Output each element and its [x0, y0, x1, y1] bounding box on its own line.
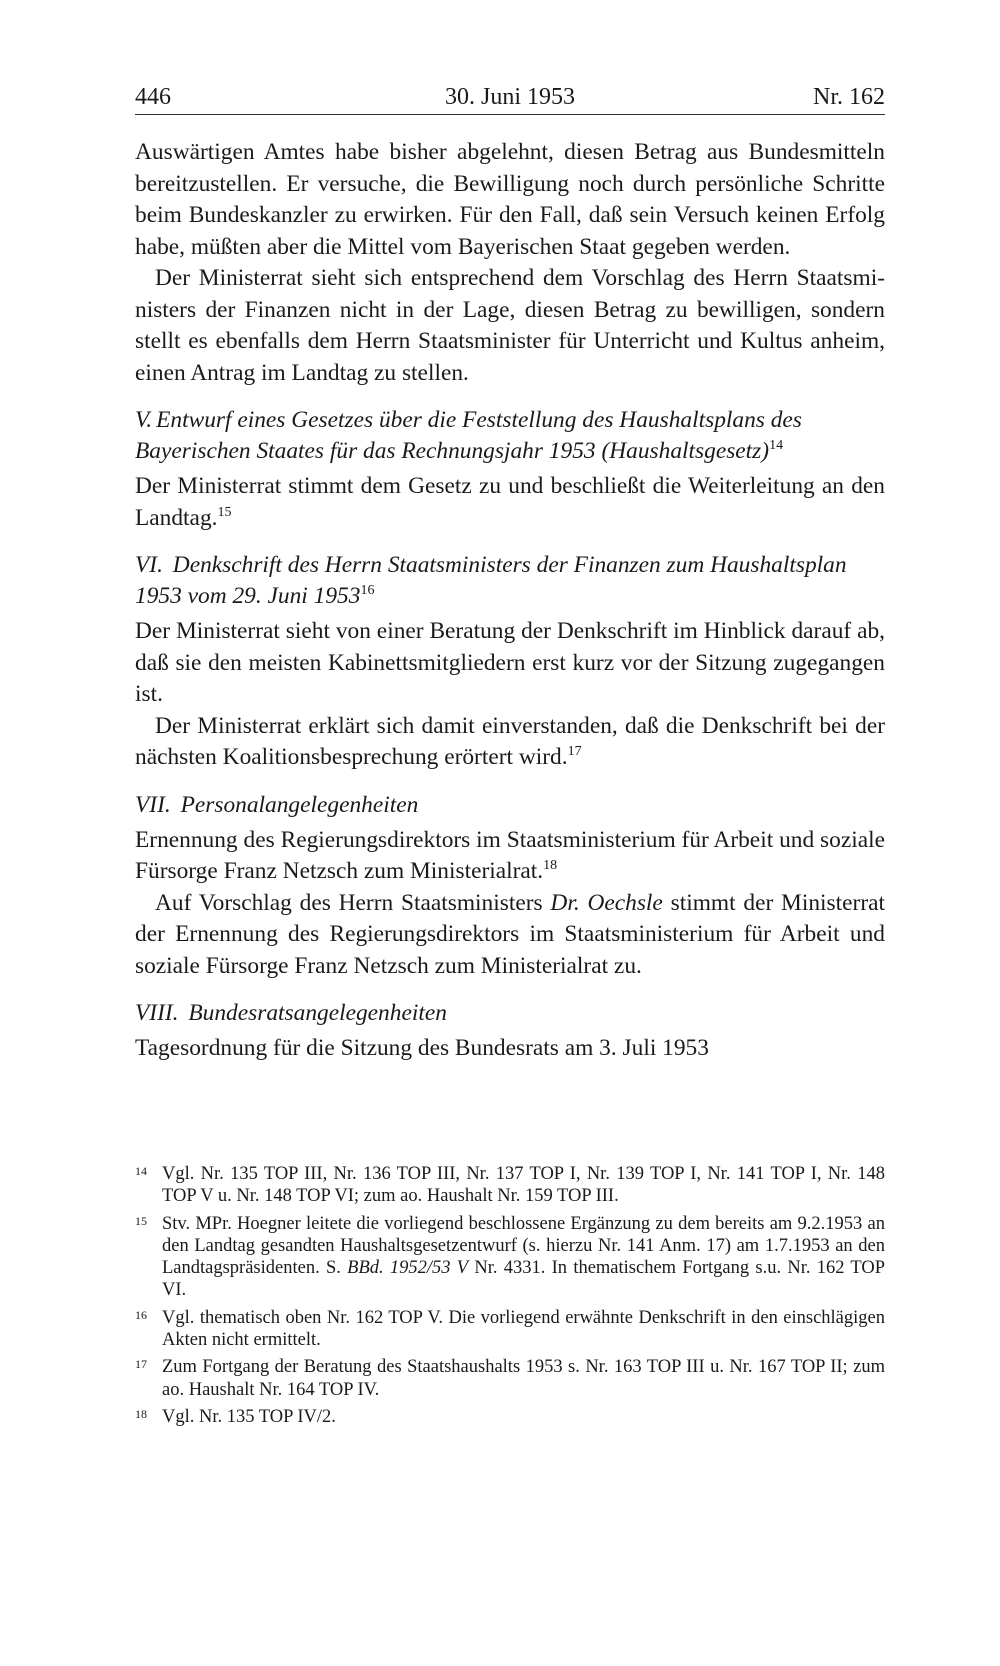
footnote: 18 Vgl. Nr. 135 TOP IV/2.	[135, 1406, 336, 1427]
footnote-mark: 18	[135, 1406, 147, 1421]
section-title: Denkschrift des Herrn Staatsministers der Finanzen zum Haushaltsplan 1953 vom 29. Juni 1953	[135, 552, 847, 609]
section-heading-viii	[135, 998, 885, 1029]
footnote: 17 Zum Fortgang der Beratung des Staatshaushalts 1953 s. Nr. 163 TOP III u. Nr. 167 TOP II; zum ao. Haushalt Nr. 164 TOP IV.	[135, 1357, 885, 1400]
main-text	[135, 137, 885, 1065]
page-number: 446	[135, 84, 171, 110]
paragraph: Tagesordnung für die Sitzung des Bundesrats am 3. Juli 1953	[135, 1035, 709, 1061]
person-name: Dr. Oechsle	[550, 889, 663, 916]
footnote: 16 Vgl. thematisch oben Nr. 162 TOP V. Die vorliegend erwähnte Denkschrift in den einschlägigen Akten nicht ermittelt.	[135, 1307, 885, 1351]
paragraph: Auswärtigen Amtes habe bisher abgelehnt, diesen Betrag aus Bundesmitteln bereitzustellen. Er versuche, die Bewilligung noch durch persönliche Schritte beim Bundeskanzler zu erwirken. Für den Fall, daß sein Versuch keinen Erfolg habe, müßten aber die Mittel vom Bayerischen Staat gegeben werden.	[135, 139, 885, 260]
footnote: 14 Vgl. Nr. 135 TOP III, Nr. 136 TOP III, Nr. 137 TOP I, Nr. 139 TOP I, Nr. 141 TOP I, Nr. 148 TOP V u. Nr. 148 TOP VI; zum ao. Haushalt Nr. 159 TOP III.	[135, 1164, 885, 1207]
section-number: V.	[135, 407, 153, 433]
paragraph: Der Ministerrat sieht von einer Beratung der Denkschrift im Hinblick darauf ab, daß sie den meisten Kabinettsmitgliedern erst kurz vor der Sitzung zugegangen ist.	[135, 618, 885, 707]
section-heading-vii	[135, 790, 885, 821]
section-heading-vi	[135, 550, 885, 612]
section-title: Entwurf eines Gesetzes über die Feststellung des Haushaltsplans des Bayerischen Staates für das Rechnungsjahr 1953 (Haushaltsgesetz)	[135, 407, 802, 464]
footnote-reference: 17	[567, 744, 582, 759]
section-number: VIII.	[135, 1000, 179, 1026]
footnote-reference: 16	[360, 583, 375, 598]
footnotes	[135, 1163, 885, 1433]
paragraph: Der Ministerrat erklärt sich damit einverstanden, daß die Denkschrift bei der nächsten Koalitionsbesprechung erörtert wird.$^{17}$	[135, 712, 885, 770]
page	[135, 78, 885, 1065]
paragraph: Ernennung des Regierungsdirektors im Staatsministerium für Arbeit und soziale Fürsorge Franz Netzsch zum Ministerialrat.$^{18}$	[135, 826, 885, 884]
footnote-mark: 14	[135, 1164, 147, 1178]
paragraph: Auf Vorschlag des Herrn Staatsministers Dr. Oechsle stimmt der Ministerrat der Ernennung des Regierungsdirektors im Staatsministerium für Arbeit und soziale Fürsorge Franz Netzsch zum Ministerialrat zu.	[135, 889, 885, 979]
header-date: 30. Juni 1953	[444, 84, 575, 110]
footnote: 15 Stv. MPr. Hoegner leitete die vorliegend beschlossene Ergänzung zu dem bereits am 9.2.1953 an den Landtag gesandten Haushaltsgesetzentwurf (s. hierzu Nr. 141 Anm. 17) am 1.7.1953 an den Landtagspräsidenten. S. BBd. 1952/53 V Nr. 4331. In thematischem Fortgang s.u. Nr. 162 TOP VI.	[135, 1213, 886, 1301]
footnote-reference: 14	[769, 438, 784, 453]
section-heading-v	[135, 405, 885, 467]
footnote-mark: 17	[135, 1357, 147, 1372]
section-title: Personalangelegenheiten	[180, 791, 419, 818]
header-issue-number: Nr. 162	[813, 84, 885, 110]
section-title: Bundesratsangelegenheiten	[188, 1000, 447, 1026]
footnote-reference: 18	[543, 858, 558, 873]
paragraph: Der Ministerrat stimmt dem Gesetz zu und beschließt die Weiterleitung an den Landtag.$^{15}$	[135, 473, 885, 531]
section-number: VI.	[135, 552, 163, 578]
footnote-mark: 15	[135, 1213, 147, 1228]
footnote-mark: 16	[135, 1307, 147, 1322]
citation: BBd. 1952/53 V	[347, 1258, 469, 1279]
footnote-reference: 15	[217, 504, 232, 520]
section-number: VII.	[135, 791, 171, 818]
running-head	[135, 78, 885, 115]
paragraph: Der Ministerrat sieht sich entsprechend dem Vorschlag des Herrn Staatsministers der Finanzen nicht in der Lage, diesen Betrag zu bewilligen, sondern stellt es ebenfalls dem Herrn Staatsminister für Unterricht und Kultus anheim, einen Antrag im Landtag zu stellen.	[135, 265, 885, 386]
